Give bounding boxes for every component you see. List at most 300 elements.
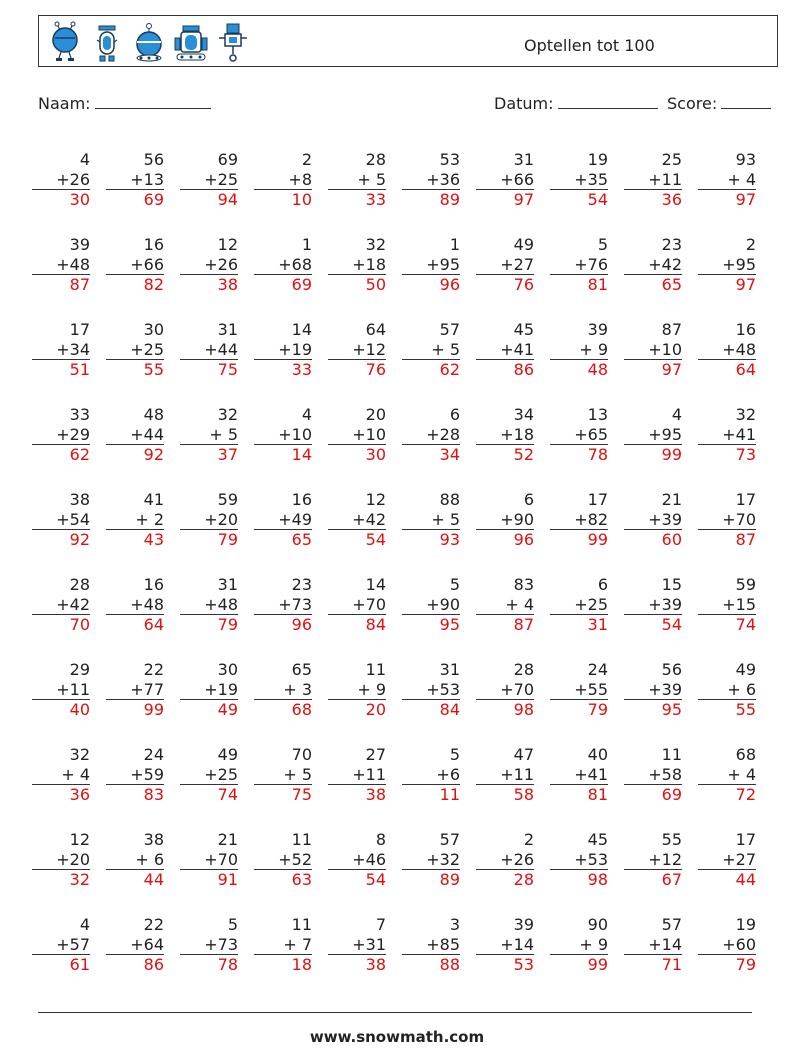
worksheet-title: Optellen tot 100 bbox=[524, 36, 655, 55]
second-addend: + 6 bbox=[106, 850, 164, 871]
addition-problem bbox=[476, 490, 534, 550]
addition-problem bbox=[32, 745, 90, 805]
addition-problem bbox=[550, 915, 608, 975]
first-addend: 38 bbox=[143, 830, 164, 849]
first-addend: 23 bbox=[661, 235, 682, 254]
addition-problem bbox=[328, 660, 386, 720]
addition-problem bbox=[180, 150, 238, 210]
answer: 53 bbox=[513, 955, 534, 974]
first-addend: 4 bbox=[79, 915, 90, 934]
second-addend: +10 bbox=[328, 425, 386, 446]
second-addend: + 5 bbox=[402, 340, 460, 361]
first-addend: 2 bbox=[745, 235, 756, 254]
first-addend: 27 bbox=[365, 745, 386, 764]
addition-problem bbox=[624, 150, 682, 210]
second-addend: + 3 bbox=[254, 680, 312, 701]
name-label: Naam: bbox=[38, 94, 91, 113]
answer: 96 bbox=[291, 615, 312, 634]
second-addend: +73 bbox=[254, 595, 312, 616]
score-label: Score: bbox=[667, 94, 718, 113]
answer: 14 bbox=[291, 445, 312, 464]
answer: 65 bbox=[291, 530, 312, 549]
addition-problem bbox=[180, 660, 238, 720]
addition-problem bbox=[106, 150, 164, 210]
addition-problem bbox=[106, 660, 164, 720]
answer: 76 bbox=[513, 275, 534, 294]
second-addend: +48 bbox=[106, 595, 164, 616]
second-addend: +25 bbox=[106, 340, 164, 361]
answer: 95 bbox=[661, 700, 682, 719]
first-addend: 5 bbox=[597, 235, 608, 254]
first-addend: 12 bbox=[69, 830, 90, 849]
second-addend: +59 bbox=[106, 765, 164, 786]
second-addend: + 7 bbox=[254, 935, 312, 956]
answer: 98 bbox=[513, 700, 534, 719]
answer: 93 bbox=[439, 530, 460, 549]
addition-problem bbox=[180, 915, 238, 975]
first-addend: 40 bbox=[587, 745, 608, 764]
addition-problem bbox=[624, 405, 682, 465]
second-addend: +95 bbox=[624, 425, 682, 446]
first-addend: 49 bbox=[217, 745, 238, 764]
addition-problem bbox=[624, 745, 682, 805]
second-addend: + 4 bbox=[698, 765, 756, 786]
second-addend: +66 bbox=[476, 170, 534, 191]
answer: 86 bbox=[513, 360, 534, 379]
second-addend: +19 bbox=[180, 680, 238, 701]
robot-capsule-icon bbox=[89, 20, 125, 64]
second-addend: +28 bbox=[402, 425, 460, 446]
answer: 49 bbox=[217, 700, 238, 719]
addition-problem bbox=[32, 575, 90, 635]
addition-problem bbox=[624, 660, 682, 720]
addition-problem bbox=[106, 490, 164, 550]
answer: 54 bbox=[661, 615, 682, 634]
first-addend: 65 bbox=[291, 660, 312, 679]
answer: 99 bbox=[661, 445, 682, 464]
answer: 69 bbox=[291, 275, 312, 294]
addition-problem bbox=[254, 235, 312, 295]
answer: 87 bbox=[513, 615, 534, 634]
answer: 73 bbox=[735, 445, 756, 464]
second-addend: +55 bbox=[550, 680, 608, 701]
answer: 33 bbox=[365, 190, 386, 209]
addition-problem bbox=[32, 660, 90, 720]
addition-problem bbox=[476, 575, 534, 635]
answer: 44 bbox=[143, 870, 164, 889]
first-addend: 28 bbox=[365, 150, 386, 169]
answer: 69 bbox=[661, 785, 682, 804]
second-addend: +49 bbox=[254, 510, 312, 531]
addition-problem bbox=[698, 575, 756, 635]
addition-problem bbox=[328, 490, 386, 550]
answer: 87 bbox=[69, 275, 90, 294]
score-field[interactable] bbox=[667, 93, 771, 113]
first-addend: 31 bbox=[513, 150, 534, 169]
first-addend: 24 bbox=[143, 745, 164, 764]
second-addend: +14 bbox=[624, 935, 682, 956]
addition-problem bbox=[402, 150, 460, 210]
addition-problem bbox=[328, 235, 386, 295]
first-addend: 30 bbox=[217, 660, 238, 679]
first-addend: 83 bbox=[513, 575, 534, 594]
second-addend: +35 bbox=[550, 170, 608, 191]
addition-problem bbox=[624, 915, 682, 975]
first-addend: 59 bbox=[217, 490, 238, 509]
answer: 54 bbox=[365, 530, 386, 549]
answer: 64 bbox=[143, 615, 164, 634]
answer: 33 bbox=[291, 360, 312, 379]
second-addend: +52 bbox=[254, 850, 312, 871]
second-addend: +15 bbox=[698, 595, 756, 616]
second-addend: +48 bbox=[698, 340, 756, 361]
second-addend: +11 bbox=[624, 170, 682, 191]
date-field[interactable] bbox=[494, 93, 658, 113]
first-addend: 14 bbox=[291, 320, 312, 339]
second-addend: +90 bbox=[402, 595, 460, 616]
first-addend: 23 bbox=[291, 575, 312, 594]
second-addend: + 9 bbox=[550, 935, 608, 956]
addition-problem bbox=[106, 320, 164, 380]
second-addend: +82 bbox=[550, 510, 608, 531]
second-addend: +66 bbox=[106, 255, 164, 276]
answer: 44 bbox=[735, 870, 756, 889]
second-addend: +25 bbox=[180, 170, 238, 191]
first-addend: 34 bbox=[513, 405, 534, 424]
first-addend: 28 bbox=[69, 575, 90, 594]
answer: 64 bbox=[735, 360, 756, 379]
second-addend: +36 bbox=[402, 170, 460, 191]
second-addend: +12 bbox=[624, 850, 682, 871]
first-addend: 17 bbox=[735, 830, 756, 849]
second-addend: +26 bbox=[32, 170, 90, 191]
first-addend: 47 bbox=[513, 745, 534, 764]
first-addend: 57 bbox=[661, 915, 682, 934]
second-addend: +6 bbox=[402, 765, 460, 786]
answer: 38 bbox=[365, 955, 386, 974]
addition-problem bbox=[550, 320, 608, 380]
answer: 91 bbox=[217, 870, 238, 889]
second-addend: +39 bbox=[624, 510, 682, 531]
first-addend: 30 bbox=[143, 320, 164, 339]
answer: 34 bbox=[439, 445, 460, 464]
addition-problem bbox=[476, 150, 534, 210]
answer: 95 bbox=[439, 615, 460, 634]
answer: 89 bbox=[439, 190, 460, 209]
first-addend: 7 bbox=[375, 915, 386, 934]
answer: 98 bbox=[587, 870, 608, 889]
first-addend: 14 bbox=[365, 575, 386, 594]
addition-problem bbox=[698, 830, 756, 890]
second-addend: +90 bbox=[476, 510, 534, 531]
first-addend: 19 bbox=[735, 915, 756, 934]
second-addend: + 6 bbox=[698, 680, 756, 701]
answer: 54 bbox=[587, 190, 608, 209]
addition-problem bbox=[402, 660, 460, 720]
date-underline bbox=[558, 93, 658, 109]
first-addend: 48 bbox=[143, 405, 164, 424]
second-addend: +26 bbox=[180, 255, 238, 276]
answer: 92 bbox=[69, 530, 90, 549]
second-addend: +95 bbox=[698, 255, 756, 276]
answer: 18 bbox=[291, 955, 312, 974]
addition-problem bbox=[698, 235, 756, 295]
addition-problem bbox=[32, 915, 90, 975]
second-addend: +8 bbox=[254, 170, 312, 191]
second-addend: +41 bbox=[550, 765, 608, 786]
second-addend: + 4 bbox=[32, 765, 90, 786]
first-addend: 11 bbox=[291, 830, 312, 849]
answer: 72 bbox=[735, 785, 756, 804]
first-addend: 16 bbox=[143, 235, 164, 254]
addition-problem bbox=[254, 745, 312, 805]
addition-problem bbox=[328, 915, 386, 975]
second-addend: + 5 bbox=[402, 510, 460, 531]
answer: 81 bbox=[587, 785, 608, 804]
answer: 68 bbox=[291, 700, 312, 719]
second-addend: +65 bbox=[550, 425, 608, 446]
second-addend: +12 bbox=[328, 340, 386, 361]
first-addend: 4 bbox=[79, 150, 90, 169]
second-addend: +44 bbox=[180, 340, 238, 361]
addition-problem bbox=[476, 915, 534, 975]
second-addend: +14 bbox=[476, 935, 534, 956]
second-addend: +53 bbox=[402, 680, 460, 701]
second-addend: +27 bbox=[476, 255, 534, 276]
first-addend: 21 bbox=[661, 490, 682, 509]
addition-problem bbox=[180, 830, 238, 890]
second-addend: + 4 bbox=[476, 595, 534, 616]
second-addend: + 5 bbox=[328, 170, 386, 191]
first-addend: 17 bbox=[735, 490, 756, 509]
answer: 70 bbox=[69, 615, 90, 634]
first-addend: 2 bbox=[523, 830, 534, 849]
answer: 97 bbox=[735, 275, 756, 294]
addition-problem bbox=[698, 320, 756, 380]
answer: 75 bbox=[291, 785, 312, 804]
first-addend: 87 bbox=[661, 320, 682, 339]
first-addend: 53 bbox=[439, 150, 460, 169]
first-addend: 33 bbox=[69, 405, 90, 424]
answer: 74 bbox=[735, 615, 756, 634]
addition-problem bbox=[402, 235, 460, 295]
addition-problem bbox=[402, 490, 460, 550]
first-addend: 4 bbox=[671, 405, 682, 424]
name-field[interactable] bbox=[38, 93, 211, 113]
first-addend: 3 bbox=[449, 915, 460, 934]
robot-tall-icon bbox=[215, 20, 251, 64]
answer: 89 bbox=[439, 870, 460, 889]
first-addend: 19 bbox=[587, 150, 608, 169]
second-addend: +70 bbox=[328, 595, 386, 616]
first-addend: 8 bbox=[375, 830, 386, 849]
addition-problem bbox=[550, 660, 608, 720]
addition-problem bbox=[698, 150, 756, 210]
first-addend: 22 bbox=[143, 660, 164, 679]
second-addend: + 9 bbox=[328, 680, 386, 701]
first-addend: 69 bbox=[217, 150, 238, 169]
answer: 79 bbox=[735, 955, 756, 974]
answer: 20 bbox=[365, 700, 386, 719]
first-addend: 49 bbox=[513, 235, 534, 254]
addition-problem bbox=[180, 575, 238, 635]
second-addend: +25 bbox=[550, 595, 608, 616]
second-addend: +42 bbox=[624, 255, 682, 276]
answer: 99 bbox=[587, 530, 608, 549]
answer: 55 bbox=[143, 360, 164, 379]
first-addend: 12 bbox=[365, 490, 386, 509]
addition-problem bbox=[180, 320, 238, 380]
addition-problem bbox=[106, 575, 164, 635]
second-addend: +42 bbox=[328, 510, 386, 531]
answer: 38 bbox=[365, 785, 386, 804]
second-addend: +85 bbox=[402, 935, 460, 956]
addition-problem bbox=[328, 745, 386, 805]
second-addend: +29 bbox=[32, 425, 90, 446]
answer: 78 bbox=[587, 445, 608, 464]
answer: 94 bbox=[217, 190, 238, 209]
first-addend: 57 bbox=[439, 830, 460, 849]
answer: 78 bbox=[217, 955, 238, 974]
addition-problem bbox=[328, 575, 386, 635]
addition-problem bbox=[624, 235, 682, 295]
first-addend: 55 bbox=[661, 830, 682, 849]
second-addend: +46 bbox=[328, 850, 386, 871]
addition-problem bbox=[550, 235, 608, 295]
addition-problem bbox=[106, 745, 164, 805]
second-addend: +27 bbox=[698, 850, 756, 871]
answer: 76 bbox=[365, 360, 386, 379]
answer: 96 bbox=[439, 275, 460, 294]
first-addend: 88 bbox=[439, 490, 460, 509]
addition-problem bbox=[476, 745, 534, 805]
second-addend: +53 bbox=[550, 850, 608, 871]
answer: 79 bbox=[587, 700, 608, 719]
second-addend: +54 bbox=[32, 510, 90, 531]
second-addend: +41 bbox=[476, 340, 534, 361]
first-addend: 1 bbox=[449, 235, 460, 254]
answer: 62 bbox=[439, 360, 460, 379]
first-addend: 2 bbox=[301, 150, 312, 169]
first-addend: 57 bbox=[439, 320, 460, 339]
addition-problem bbox=[550, 405, 608, 465]
first-addend: 20 bbox=[365, 405, 386, 424]
addition-problem bbox=[328, 150, 386, 210]
robot-tank-icon bbox=[173, 20, 209, 64]
first-addend: 12 bbox=[217, 235, 238, 254]
first-addend: 11 bbox=[661, 745, 682, 764]
first-addend: 28 bbox=[513, 660, 534, 679]
addition-problem bbox=[106, 830, 164, 890]
answer: 36 bbox=[69, 785, 90, 804]
answer: 99 bbox=[143, 700, 164, 719]
first-addend: 13 bbox=[587, 405, 608, 424]
second-addend: +42 bbox=[32, 595, 90, 616]
answer: 36 bbox=[661, 190, 682, 209]
addition-problem bbox=[180, 405, 238, 465]
second-addend: +76 bbox=[550, 255, 608, 276]
first-addend: 5 bbox=[449, 745, 460, 764]
first-addend: 21 bbox=[217, 830, 238, 849]
first-addend: 31 bbox=[217, 575, 238, 594]
addition-problem bbox=[254, 320, 312, 380]
second-addend: +60 bbox=[698, 935, 756, 956]
first-addend: 17 bbox=[587, 490, 608, 509]
addition-problem bbox=[402, 320, 460, 380]
answer: 60 bbox=[661, 530, 682, 549]
answer: 58 bbox=[513, 785, 534, 804]
first-addend: 4 bbox=[301, 405, 312, 424]
answer: 81 bbox=[587, 275, 608, 294]
addition-problem bbox=[254, 490, 312, 550]
answer: 92 bbox=[143, 445, 164, 464]
first-addend: 39 bbox=[69, 235, 90, 254]
answer: 99 bbox=[587, 955, 608, 974]
addition-problem bbox=[254, 150, 312, 210]
addition-problem bbox=[106, 405, 164, 465]
addition-problem bbox=[476, 830, 534, 890]
addition-problem bbox=[254, 830, 312, 890]
robot-icon-strip bbox=[47, 20, 251, 64]
addition-problem bbox=[254, 575, 312, 635]
addition-problem bbox=[402, 575, 460, 635]
second-addend: +18 bbox=[476, 425, 534, 446]
answer: 96 bbox=[513, 530, 534, 549]
addition-problem bbox=[32, 235, 90, 295]
addition-problem bbox=[328, 320, 386, 380]
second-addend: +73 bbox=[180, 935, 238, 956]
addition-problem bbox=[254, 915, 312, 975]
second-addend: +19 bbox=[254, 340, 312, 361]
second-addend: + 9 bbox=[550, 340, 608, 361]
addition-problem bbox=[32, 320, 90, 380]
first-addend: 17 bbox=[69, 320, 90, 339]
answer: 50 bbox=[365, 275, 386, 294]
addition-problem bbox=[550, 830, 608, 890]
answer: 31 bbox=[587, 615, 608, 634]
answer: 97 bbox=[513, 190, 534, 209]
first-addend: 22 bbox=[143, 915, 164, 934]
second-addend: +26 bbox=[476, 850, 534, 871]
answer: 30 bbox=[69, 190, 90, 209]
addition-problem bbox=[402, 915, 460, 975]
answer: 97 bbox=[735, 190, 756, 209]
answer: 97 bbox=[661, 360, 682, 379]
second-addend: +70 bbox=[180, 850, 238, 871]
first-addend: 5 bbox=[227, 915, 238, 934]
addition-problem bbox=[624, 320, 682, 380]
first-addend: 6 bbox=[449, 405, 460, 424]
first-addend: 16 bbox=[291, 490, 312, 509]
worksheet-header bbox=[38, 15, 778, 67]
first-addend: 31 bbox=[439, 660, 460, 679]
addition-problem bbox=[698, 490, 756, 550]
addition-problem bbox=[550, 745, 608, 805]
addition-problem bbox=[698, 660, 756, 720]
first-addend: 45 bbox=[513, 320, 534, 339]
second-addend: + 4 bbox=[698, 170, 756, 191]
addition-problem bbox=[550, 490, 608, 550]
addition-problem bbox=[32, 405, 90, 465]
score-underline bbox=[721, 93, 771, 109]
first-addend: 6 bbox=[597, 575, 608, 594]
answer: 32 bbox=[69, 870, 90, 889]
answer: 37 bbox=[217, 445, 238, 464]
answer: 79 bbox=[217, 530, 238, 549]
second-addend: +10 bbox=[624, 340, 682, 361]
answer: 69 bbox=[143, 190, 164, 209]
footer-website: www.snowmath.com bbox=[309, 1028, 485, 1046]
